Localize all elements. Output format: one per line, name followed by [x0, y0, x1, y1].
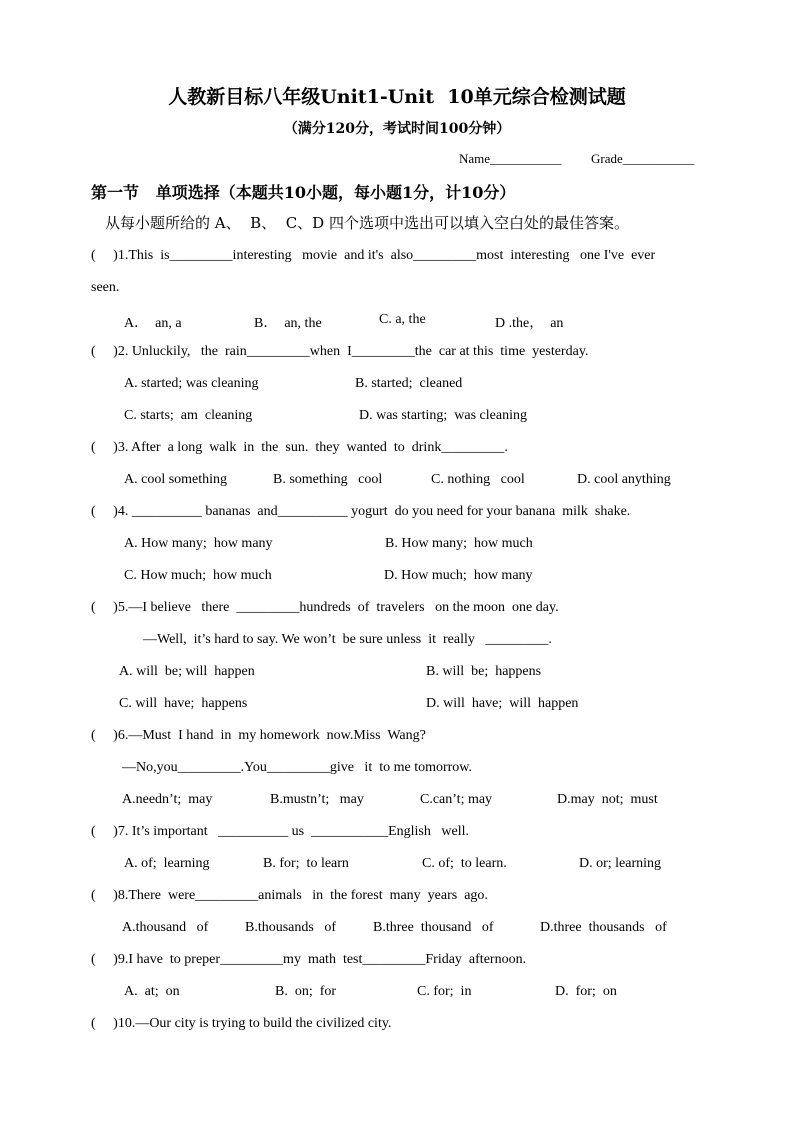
- q1-option-c: C. a, the: [379, 312, 426, 327]
- section-heading: 第一节 单项选择（本题共10小题，每小题1分，计10分）: [91, 183, 516, 202]
- instructions: 从每小题所给的 A、 B、 C、D 四个选项中选出可以填入空白处的最佳答案。: [105, 214, 629, 232]
- q3-option-c: C. nothing cool: [431, 472, 525, 487]
- question-5: ( )5.—I believe there _________hundreds of travelers on the moon one day.: [91, 600, 559, 615]
- q1-option-d: D .the， an: [495, 316, 564, 331]
- q9-option-c: C. for; in: [417, 984, 472, 999]
- page-title: 人教新目标八年级Unit1-Unit 10单元综合检测试题: [168, 86, 626, 108]
- q6-option-a: A.needn’t; may: [122, 792, 213, 807]
- q7-option-b: B. for; to learn: [263, 856, 349, 871]
- q6-option-c: C.can’t; may: [420, 792, 493, 807]
- q6-option-b: B.mustn’t; may: [270, 792, 364, 807]
- q4-option-b: B. How many; how much: [385, 536, 533, 551]
- q7-option-c: C. of; to learn.: [422, 856, 507, 871]
- q3-option-d: D. cool anything: [577, 472, 671, 487]
- question-1: ( )1.This is_________interesting movie and it's also_________most interesting one I've ever: [91, 248, 656, 263]
- q8-option-a: A.thousand of: [122, 920, 209, 935]
- question-9: ( )9.I have to preper_________my math test_________Friday afternoon.: [91, 952, 527, 967]
- q4-option-c: C. How much; how much: [124, 568, 272, 583]
- question-2: ( )2. Unluckily, the rain_________when I_________the car at this time yesterday.: [91, 344, 589, 359]
- exam-info: （满分120分，考试时间100分钟）: [283, 121, 511, 137]
- q5-option-a: A. will be; will happen: [119, 664, 255, 679]
- question-4: ( )4. __________ bananas and__________ yogurt do you need for your banana milk shake.: [91, 504, 631, 519]
- q1-option-b: B． an, the: [254, 316, 322, 331]
- q2-option-c: C. starts; am cleaning: [124, 408, 253, 423]
- question-1-continuation: seen.: [91, 280, 120, 295]
- question-3: ( )3. After a long walk in the sun. they wanted to drink_________.: [91, 440, 508, 455]
- q8-option-d: D.three thousands of: [540, 920, 667, 935]
- question-8: ( )8.There were_________animals in the forest many years ago.: [91, 888, 488, 903]
- q5-option-d: D. will have; will happen: [426, 696, 579, 711]
- question-5-continuation: —Well, it’s hard to say. We won’t be sure unless it really _________.: [143, 632, 552, 647]
- q5-option-b: B. will be; happens: [426, 664, 542, 679]
- q6-option-d: D.may not; must: [557, 792, 658, 807]
- q5-option-c: C. will have; happens: [119, 696, 248, 711]
- question-6: ( )6.—Must I hand in my homework now.Miss Wang?: [91, 728, 426, 743]
- q8-option-b: B.thousands of: [245, 920, 336, 935]
- q1-option-a: A． an, a: [124, 316, 182, 331]
- name-field: Name___________: [459, 151, 562, 166]
- q9-option-d: D. for; on: [555, 984, 617, 999]
- q8-option-c: B.three thousand of: [373, 920, 494, 935]
- question-6-continuation: —No,you_________.You_________give it to me tomorrow.: [122, 760, 472, 775]
- q9-option-b: B. on; for: [275, 984, 337, 999]
- q2-option-a: A. started; was cleaning: [124, 376, 259, 391]
- question-10: ( )10.—Our city is trying to build the civilized city.: [91, 1016, 392, 1031]
- q2-option-b: B. started; cleaned: [355, 376, 463, 391]
- q4-option-d: D. How much; how many: [384, 568, 533, 583]
- question-7: ( )7. It’s important __________ us ___________English well.: [91, 824, 469, 839]
- q3-option-b: B. something cool: [273, 472, 383, 487]
- q7-option-a: A. of; learning: [124, 856, 210, 871]
- grade-field: Grade___________: [591, 151, 695, 166]
- q3-option-a: A. cool something: [124, 472, 228, 487]
- q7-option-d: D. or; learning: [579, 856, 662, 871]
- q2-option-d: D. was starting; was cleaning: [359, 408, 527, 423]
- q4-option-a: A. How many; how many: [124, 536, 273, 551]
- q9-option-a: A. at; on: [124, 984, 180, 999]
